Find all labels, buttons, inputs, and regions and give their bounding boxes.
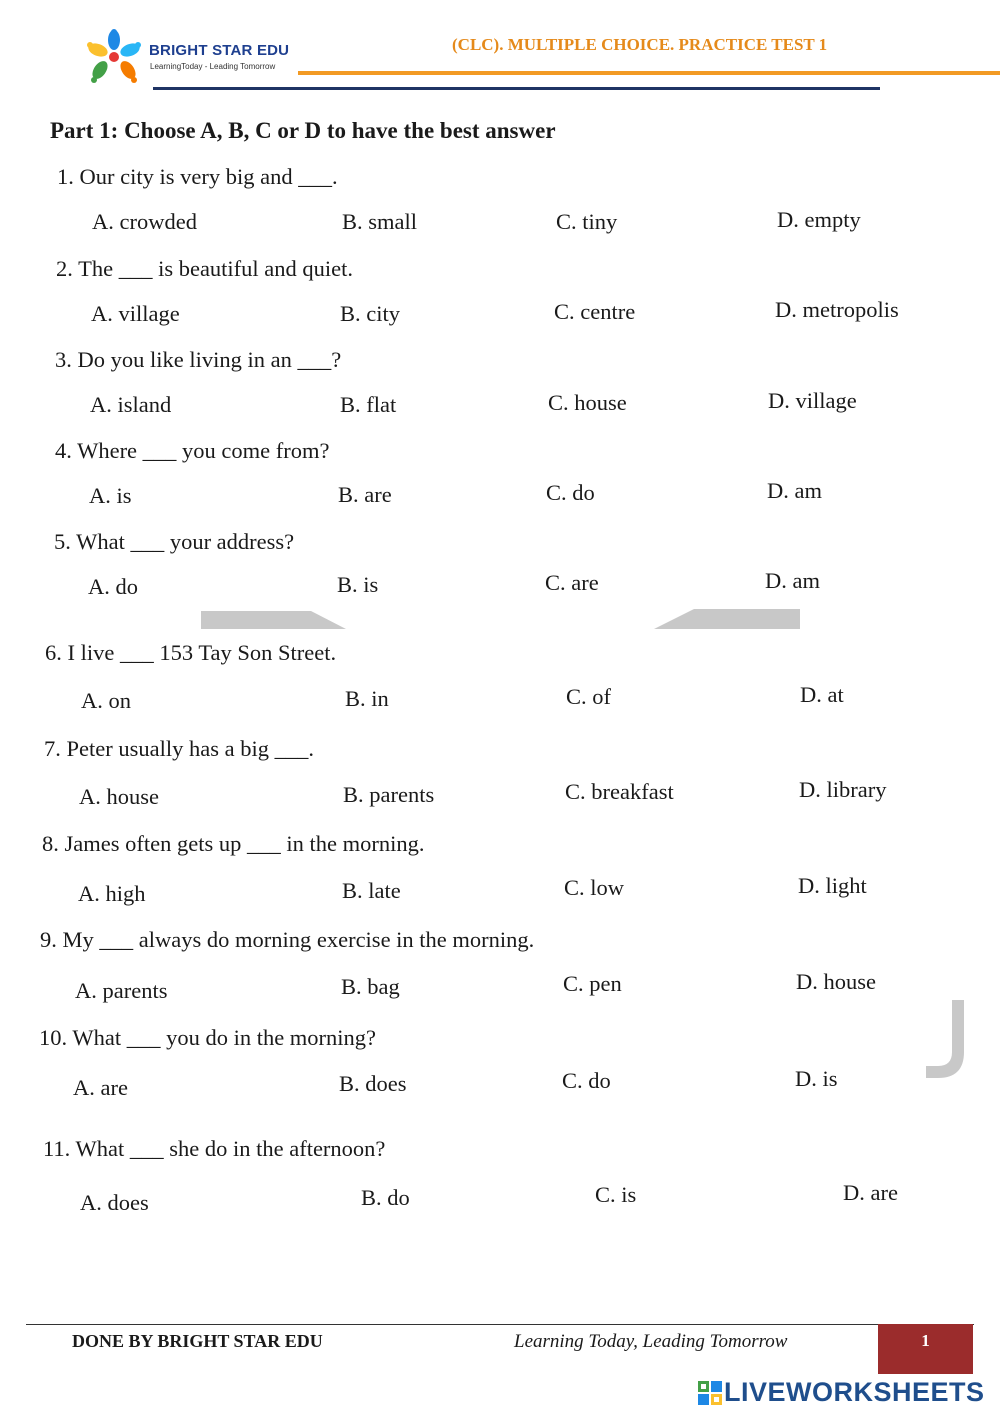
answer-option[interactable]: C. of [566, 684, 611, 709]
answer-option[interactable]: C. is [595, 1182, 637, 1207]
footer-divider [26, 1324, 974, 1325]
answer-option[interactable]: D. am [765, 568, 820, 593]
answer-option[interactable]: A. house [79, 784, 159, 809]
brand-name: BRIGHT STAR EDU [149, 42, 290, 59]
question-text: 5. What ___ your address? [54, 529, 295, 554]
answer-option[interactable]: B. in [345, 686, 389, 711]
brand-logo-icon [84, 28, 144, 86]
answer-option[interactable]: B. late [342, 878, 401, 903]
answer-option[interactable]: D. empty [777, 207, 861, 232]
scan-artifact [926, 1000, 966, 1078]
answer-option[interactable]: A. parents [75, 978, 168, 1003]
question-text: 8. James often gets up ___ in the morning. [42, 831, 425, 856]
answer-option[interactable]: D. are [843, 1180, 898, 1205]
question-text: 2. The ___ is beautiful and quiet. [56, 256, 354, 281]
answer-option[interactable]: A. does [80, 1190, 149, 1215]
answer-option[interactable]: D. is [795, 1066, 838, 1091]
answer-option[interactable]: B. parents [343, 782, 435, 807]
answer-option[interactable]: D. metropolis [775, 297, 899, 322]
part-title: Part 1: Choose A, B, C or D to have the best answer [50, 118, 556, 143]
brand-tagline: LearningToday - Leading Tomorrow [150, 62, 276, 71]
answer-option[interactable]: C. tiny [556, 209, 618, 234]
answer-option[interactable]: C. centre [554, 299, 636, 324]
question-text: 6. I live ___ 153 Tay Son Street. [45, 640, 337, 665]
question-text: 7. Peter usually has a big ___. [44, 736, 314, 761]
answer-option[interactable]: B. are [338, 482, 392, 507]
answer-option[interactable]: A. is [89, 483, 132, 508]
answer-option[interactable]: C. house [548, 390, 627, 415]
header-divider-navy [153, 87, 880, 90]
question-text: 3. Do you like living in an ___? [55, 347, 342, 372]
answer-option[interactable]: B. city [340, 301, 400, 326]
answer-option[interactable]: C. do [546, 480, 595, 505]
liveworksheets-watermark: LIVEWORKSHEETS [724, 1377, 985, 1407]
scan-artifact [201, 611, 346, 629]
footer-slogan: Learning Today, Leading Tomorrow [514, 1331, 788, 1352]
answer-option[interactable]: B. is [337, 572, 379, 597]
header-divider-orange [298, 71, 1000, 75]
answer-option[interactable]: D. library [799, 777, 887, 802]
footer-credit: DONE BY BRIGHT STAR EDU [72, 1331, 323, 1351]
answer-option[interactable]: B. bag [341, 974, 400, 999]
answer-option[interactable]: B. small [342, 209, 418, 234]
answer-option[interactable]: D. village [768, 388, 857, 413]
answer-option[interactable]: D. house [796, 969, 876, 994]
scan-artifact [654, 609, 800, 629]
answer-option[interactable]: A. crowded [92, 209, 197, 234]
question-text: 11. What ___ she do in the afternoon? [43, 1136, 386, 1161]
answer-option[interactable]: A. are [73, 1075, 128, 1100]
page-number: 1 [878, 1324, 973, 1374]
answer-option[interactable]: A. island [90, 392, 172, 417]
question-text: 4. Where ___ you come from? [55, 438, 330, 463]
answer-option[interactable]: C. breakfast [565, 779, 674, 804]
question-text: 10. What ___ you do in the morning? [39, 1025, 377, 1050]
document-title: (CLC). MULTIPLE CHOICE. PRACTICE TEST 1 [452, 35, 828, 54]
answer-option[interactable]: A. do [88, 574, 138, 599]
answer-option[interactable]: D. am [767, 478, 822, 503]
answer-option[interactable]: A. village [91, 301, 180, 326]
answer-option[interactable]: C. are [545, 570, 599, 595]
answer-option[interactable]: B. does [339, 1071, 407, 1096]
liveworksheets-logo-icon [698, 1381, 722, 1405]
answer-option[interactable]: C. low [564, 875, 625, 900]
answer-option[interactable]: B. flat [340, 392, 397, 417]
answer-option[interactable]: B. do [361, 1185, 410, 1210]
question-text: 1. Our city is very big and ___. [57, 164, 338, 189]
answer-option[interactable]: C. do [562, 1068, 611, 1093]
answer-option[interactable]: A. on [81, 688, 131, 713]
answer-option[interactable]: C. pen [563, 971, 622, 996]
question-text: 9. My ___ always do morning exercise in the morning. [40, 927, 535, 952]
answer-option[interactable]: D. light [798, 873, 867, 898]
answer-option[interactable]: A. high [78, 881, 146, 906]
answer-option[interactable]: D. at [800, 682, 844, 707]
